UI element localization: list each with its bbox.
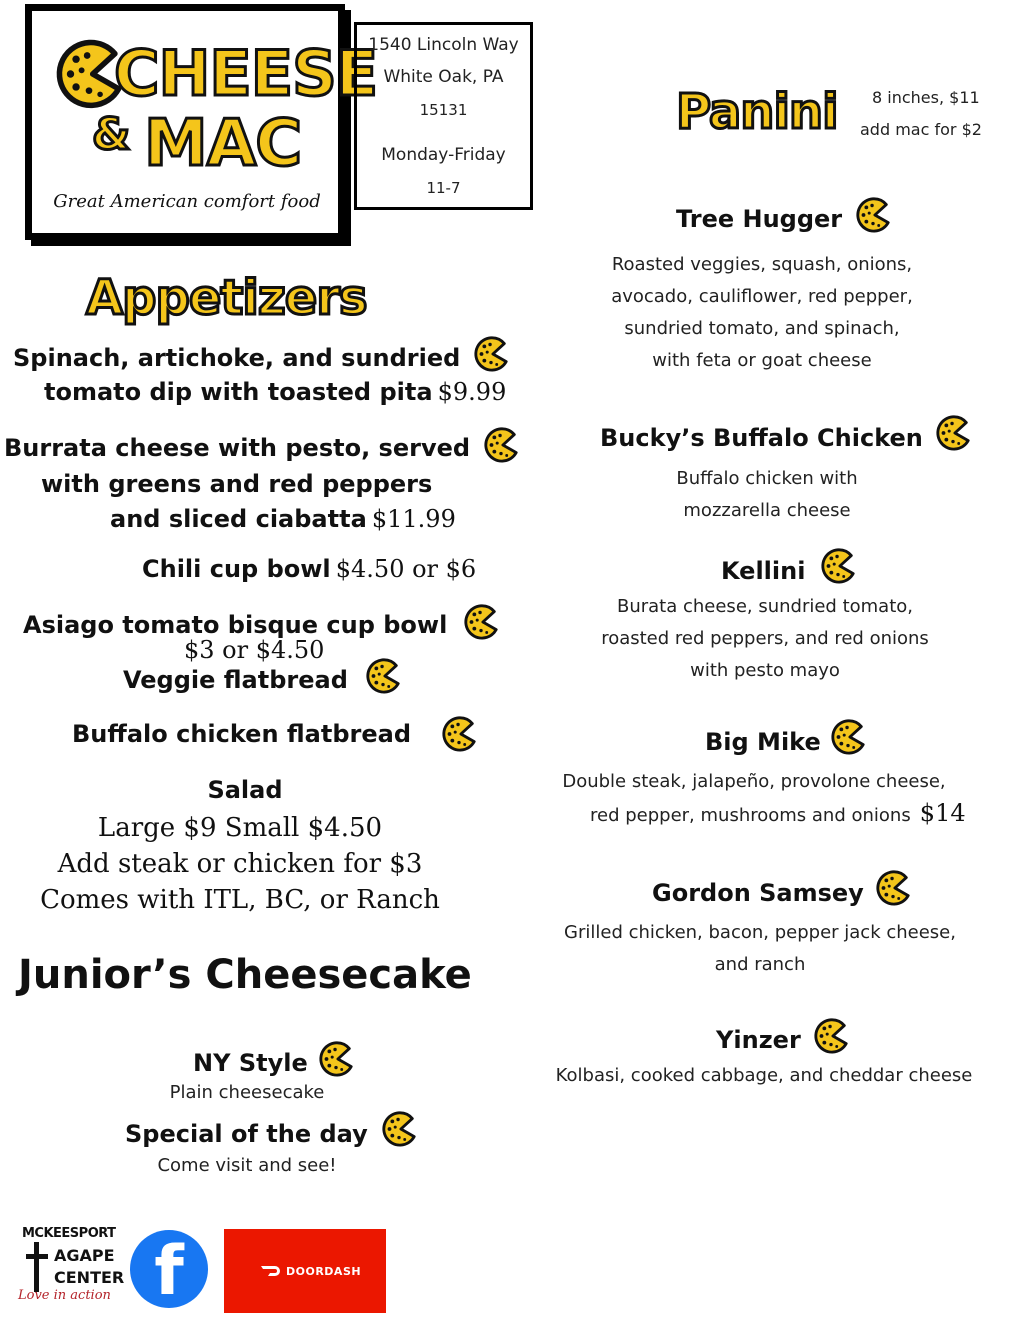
doordash-icon <box>260 1264 284 1278</box>
appetizer-2-line3: and sliced ciabatta <box>110 505 367 533</box>
panini-1-title: Tree Hugger <box>676 205 843 233</box>
panini-4-desc-row <box>590 799 966 827</box>
doordash-logo[interactable] <box>224 1229 386 1313</box>
appetizer-2-line1: Burrata cheese with pesto, served <box>4 434 471 462</box>
cheese-icon <box>934 414 972 452</box>
appetizer-3-row <box>142 555 476 583</box>
panini-size-price: 8 inches, $11 <box>872 88 980 107</box>
cheese-icon <box>380 1110 418 1148</box>
appetizer-3-price: $4.50 or $6 <box>335 555 477 583</box>
panini-5-desc-2: and ranch <box>714 954 806 975</box>
panini-6-title: Yinzer <box>716 1026 801 1054</box>
address-line-1: 1540 Lincoln Way <box>368 35 519 55</box>
appetizer-1-line2: tomato dip with toasted pita <box>44 378 433 406</box>
panini-3-desc-3: with pesto mayo <box>690 660 840 681</box>
appetizer-2-line2: with greens and red peppers <box>41 470 433 498</box>
cross-icon <box>24 1240 50 1294</box>
appetizer-3-title: Chili cup bowl <box>142 555 331 583</box>
cheese-icon <box>854 196 892 234</box>
panini-3-desc-1: Burata cheese, sundried tomato, <box>616 596 913 617</box>
appetizer-2-price: $11.99 <box>371 505 456 533</box>
panini-2-desc-2: mozzarella cheese <box>683 500 851 521</box>
panini-3-desc-2: roasted red peppers, and red onions <box>601 628 929 649</box>
panini-5-title: Gordon Samsey <box>652 879 864 907</box>
panini-6-desc-1: Kolbasi, cooked cabbage, and cheddar cheese <box>555 1065 973 1086</box>
cheesecake-2-title: Special of the day <box>125 1120 368 1148</box>
info-box <box>354 22 533 210</box>
cheese-icon <box>819 547 857 585</box>
facebook-icon[interactable] <box>130 1230 208 1311</box>
panini-4-title: Big Mike <box>705 728 821 756</box>
logo-ampersand: & <box>92 109 130 160</box>
cheese-icon <box>829 718 867 756</box>
panini-3-title: Kellini <box>721 557 806 585</box>
appetizer-1-line2-row <box>44 378 506 406</box>
logo-mac-text: MAC <box>144 107 302 181</box>
salad-price-line: Large $9 Small $4.50 <box>97 813 383 843</box>
agape-line-1: MCKEESPORT <box>22 1226 116 1241</box>
appetizers-heading: Appetizers <box>86 270 367 326</box>
cheese-icon <box>812 1017 850 1055</box>
zip-code: 15131 <box>419 101 468 119</box>
appetizer-1-price: $9.99 <box>437 378 507 406</box>
salad-title: Salad <box>207 776 283 804</box>
appetizer-4-title: Asiago tomato bisque cup bowl <box>23 611 448 639</box>
logo-cheese-text: CHEESE <box>114 37 378 110</box>
cheesecake-2-desc: Come visit and see! <box>157 1155 337 1176</box>
doordash-label: DOORDASH <box>286 1265 362 1278</box>
panini-add-mac: add mac for $2 <box>860 120 982 139</box>
appetizer-5-title: Veggie flatbread <box>123 666 348 694</box>
appetizer-6-title: Buffalo chicken flatbread <box>72 720 412 748</box>
panini-1-desc-2: avocado, cauliflower, red pepper, <box>611 286 913 307</box>
panini-2-desc-1: Buffalo chicken with <box>676 468 858 489</box>
agape-line-2: AGAPE <box>54 1246 115 1265</box>
logo <box>25 4 378 240</box>
agape-tagline: Love in action <box>18 1288 111 1303</box>
cheese-icon <box>874 869 912 907</box>
address-line-2: White Oak, PA <box>383 67 504 87</box>
appetizer-1-line1: Spinach, artichoke, and sundried <box>13 344 461 372</box>
logo-tagline: Great American comfort food <box>53 191 321 212</box>
salad-addon-line: Add steak or chicken for $3 <box>57 849 423 879</box>
panini-1-desc-4: with feta or goat cheese <box>652 350 872 371</box>
cheese-icon <box>482 426 520 464</box>
panini-1-desc-3: sundried tomato, and spinach, <box>624 318 900 339</box>
salad-dressing-line: Comes with ITL, BC, or Ranch <box>40 885 440 915</box>
panini-heading: Panini <box>676 84 838 140</box>
panini-4-price: $14 <box>919 799 966 827</box>
agape-center-logo <box>18 1226 125 1310</box>
facebook-glyph: f <box>154 1232 184 1311</box>
appetizer-2-line3-row <box>110 505 456 533</box>
agape-line-3: CENTER <box>54 1268 125 1287</box>
panini-5-desc-1: Grilled chicken, bacon, pepper jack cheese, <box>564 922 956 943</box>
panini-4-desc-2: red pepper, mushrooms and onions <box>590 805 911 826</box>
panini-4-desc-1: Double steak, jalapeño, provolone cheese, <box>562 771 946 792</box>
cheese-icon <box>440 715 478 753</box>
cheese-icon <box>317 1040 355 1078</box>
cheese-icon <box>472 335 510 373</box>
appetizer-4-price: $3 or $4.50 <box>184 636 325 664</box>
opening-hours: 11-7 <box>426 179 461 197</box>
panini-2-title: Bucky’s Buffalo Chicken <box>600 424 923 452</box>
cheese-icon <box>462 603 500 641</box>
panini-1-desc-1: Roasted veggies, squash, onions, <box>611 254 913 275</box>
cheesecake-1-title: NY Style <box>193 1049 308 1077</box>
opening-days: Monday-Friday <box>381 145 506 165</box>
cheesecake-1-desc: Plain cheesecake <box>169 1082 325 1103</box>
cheesecake-heading: Junior’s Cheesecake <box>18 952 472 998</box>
cheese-icon <box>364 657 402 695</box>
